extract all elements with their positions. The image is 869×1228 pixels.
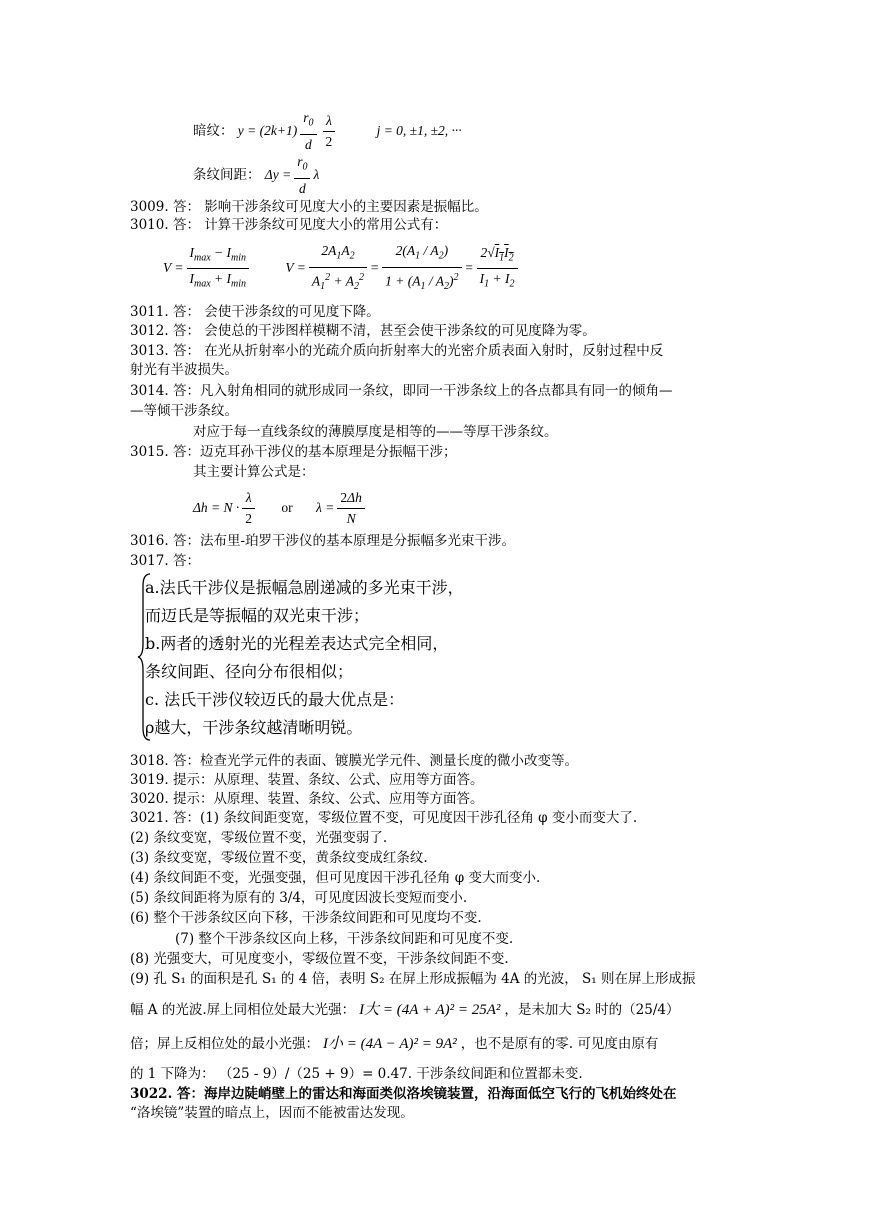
max-intensity-formula: I大 = (4A + A)² = 25A²	[359, 1002, 501, 1018]
answer-3015-line2: 其主要计算公式是：	[193, 464, 315, 480]
dark-fringe-formula	[193, 108, 462, 155]
answer-3010: 3010. 答： 计算干涉条纹可见度大小的常用公式有：	[130, 217, 448, 233]
answer-3011: 3011. 答： 会使干涉条纹的可见度下降。	[130, 304, 380, 320]
brace-line-4: 条纹间距、径向分布很相似；	[145, 662, 354, 681]
answer-3016: 3016. 答：法布里-珀罗干涉仪的基本原理是分振幅多光束干涉。	[130, 533, 515, 549]
dark-fringe-label: 暗纹：	[193, 122, 234, 139]
spacing-lhs: Δy =	[264, 166, 292, 182]
answer-3021-5: (5) 条纹间距将为原有的 3/4，可见度因波长变短而变小.	[130, 890, 468, 906]
spacing-lambda: λ	[313, 166, 320, 182]
answer-3017: 3017. 答：	[130, 553, 200, 569]
answer-3018: 3018. 答：检查光学元件的表面、镀膜光学元件、测量长度的微小改变等。	[130, 753, 578, 769]
answer-3021-2: (2) 条纹变宽，零级位置不变，光强变弱了.	[130, 830, 388, 846]
answer-3014-line2: —等倾干涉条纹。	[130, 403, 238, 419]
r0-over-d-2: $\frac{r_0}{d}$	[294, 152, 310, 199]
answer-3021-9-line3: 倍；屏上反相位处的最小光强： I小 = (4A − A)² = 9A² ，也不是原有的零. 可见度由原有	[130, 1036, 659, 1052]
answer-3020: 3020. 提示：从原理、装置、条纹、公式、应用等方面答。	[130, 791, 484, 807]
answer-3009: 3009. 答： 影响干涉条纹可见度大小的主要因素是振幅比。	[130, 199, 488, 215]
spacing-label: 条纹间距：	[193, 166, 261, 183]
brace-line-1: a.法氏干涉仪是振幅急剧递减的多光束干涉，	[145, 578, 464, 597]
answer-3013-line2: 射光有半波损失。	[130, 362, 238, 378]
answer-3021-8: (8) 光强变大，可见度变小，零级位置不变，干涉条纹间距不变.	[130, 951, 509, 967]
brace-line-6: ρ越大，干涉条纹越清晰明锐。	[145, 718, 363, 737]
answer-3019: 3019. 提示：从原理、装置、条纹、公式、应用等方面答。	[130, 772, 484, 788]
answer-3021-9-line1: (9) 孔 S₁ 的面积是孔 S₁ 的 4 倍，表明 S₂ 在屏上形成振幅为 4A 的光波， S₁ 则在屏上形成振	[130, 971, 696, 987]
answer-3021-9-line2: 幅 A 的光波.屏上同相位处最大光强： I大 = (4A + A)² = 25A² ，是未加大 S₂ 时的（25/4）	[130, 1002, 680, 1018]
brace-line-2: 而迈氏是等振幅的双光束干涉；	[145, 606, 370, 625]
answer-3013-line1: 3013. 答： 在光从折射率小的光疏介质向折射率大的光密介质表面入射时，反射过程中反	[130, 343, 664, 359]
answer-3014-line3: 对应于每一直线条纹的薄膜厚度是相等的——等厚干涉条纹。	[193, 424, 558, 440]
visibility-formulas: V = $\frac{I_{max} - I_{min}}{I_{max} + I_{min}}$ V = $\frac{2A_1A_2}{A_1^2 + A_2^2}$ = $\frac{2(A_1 / A_2)}{1 + (A_1 / A_2)^2}$ = $\frac{2√I_1I_2}{I_1 + I_2}$	[163, 240, 521, 297]
answer-3021-6: (6) 整个干涉条纹区向下移，干涉条纹间距和可见度均不变.	[130, 910, 482, 926]
answer-3021-7: (7) 整个干涉条纹区向上移，干涉条纹间距和可见度不变.	[175, 931, 514, 947]
answer-3012: 3012. 答： 会使总的干涉图样模糊不清，甚至会使干涉条纹的可见度降为零。	[130, 323, 596, 339]
michelson-formulas: Δh = N · $\frac{\lambda}{2}$ or λ = $\frac{2\Delta h}{N}$	[193, 485, 368, 531]
r0-over-d: $\frac{r_0}{d}$	[300, 108, 316, 155]
min-intensity-formula: I小 = (4A − A)² = 9A²	[323, 1036, 457, 1052]
answer-3021-1: 3021. 答：(1) 条纹间距变宽，零级位置不变，可见度因干涉孔径角 φ 变小而变大了.	[130, 810, 638, 826]
answer-3021-4: (4) 条纹间距不变，光强变强，但可见度因干涉孔径角 φ 变大而变小.	[130, 870, 541, 886]
order-condition: j = 0, ±1, ±2, ···	[376, 122, 462, 138]
answer-3015-line1: 3015. 答：迈克耳孙干涉仪的基本原理是分振幅干涉；	[130, 444, 457, 460]
answer-3021-9-line4: 的 1 下降为： （25 - 9）/（25 + 9）= 0.47. 干涉条纹间距和位置都未变.	[130, 1066, 583, 1082]
or-word: or	[281, 500, 293, 515]
answer-3014-line1: 3014. 答：凡入射角相同的就形成同一条纹，即同一干涉条纹上的各点都具有同一的倾角—	[130, 383, 673, 399]
answer-3021-3: (3) 条纹变宽，零级位置不变，黄条纹变成红条纹.	[130, 850, 428, 866]
fringe-spacing-formula	[193, 152, 319, 199]
lambda-over-2: $\frac{\lambda}{2}$	[323, 111, 336, 152]
dark-fringe-lhs: y = (2k+1)	[237, 122, 298, 138]
brace-line-3: b.两者的透射光的光程差表达式完全相同，	[145, 634, 449, 653]
answer-3022-line1: 3022. 答：海岸边陡峭壁上的雷达和海面类似洛埃镜装置，沿海面低空飞行的飞机始终处在	[130, 1086, 677, 1102]
brace-line-5: c. 法氏干涉仪较迈氏的最大优点是：	[145, 690, 405, 709]
answer-3022-line2: “洛埃镜”装置的暗点上，因而不能被雷达发现。	[130, 1105, 414, 1121]
